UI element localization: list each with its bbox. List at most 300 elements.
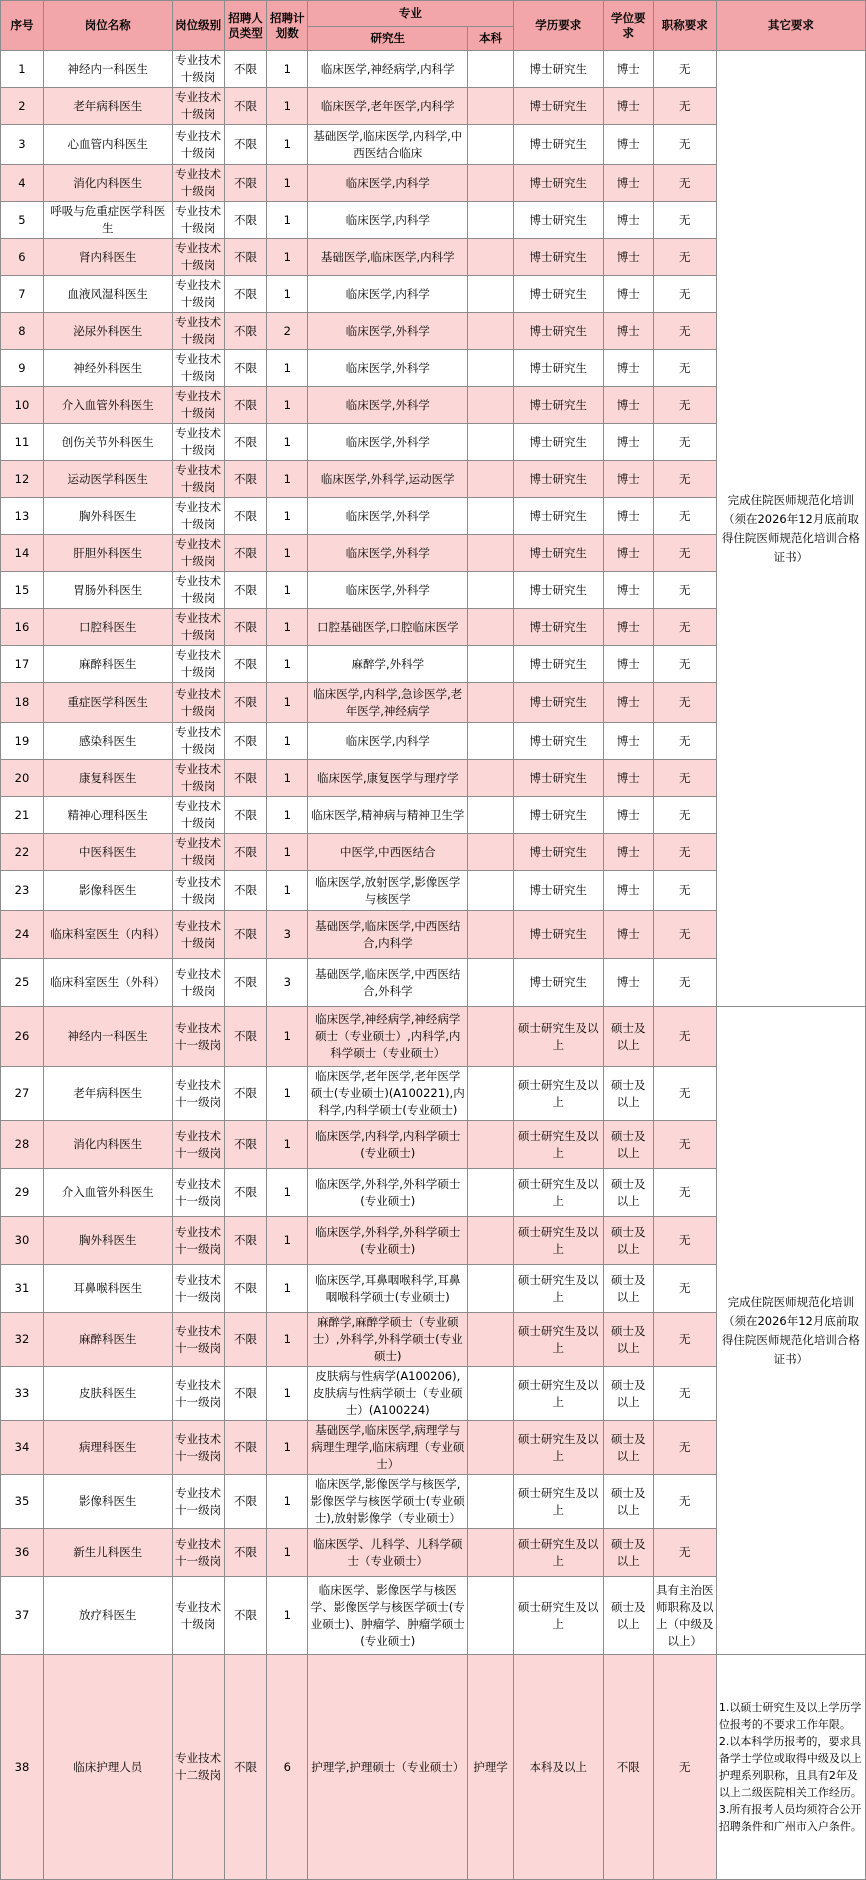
cell-bachelor bbox=[468, 609, 513, 646]
cell-name: 耳鼻喉科医生 bbox=[43, 1265, 172, 1313]
cell-title: 无 bbox=[653, 1367, 716, 1421]
cell-title: 无 bbox=[653, 911, 716, 959]
cell-level: 专业技术十级岗 bbox=[172, 276, 224, 313]
cell-count: 1 bbox=[267, 387, 308, 424]
cell-title: 具有主治医师职称及以上（中级及以上） bbox=[653, 1577, 716, 1655]
cell-name: 神经内一科医生 bbox=[43, 51, 172, 88]
cell-title: 无 bbox=[653, 88, 716, 125]
cell-degree: 博士 bbox=[603, 959, 653, 1007]
header-major: 专业 bbox=[308, 1, 514, 27]
cell-title: 无 bbox=[653, 609, 716, 646]
cell-degree: 硕士及以上 bbox=[603, 1007, 653, 1067]
cell-no: 35 bbox=[1, 1475, 44, 1529]
cell-edu: 博士研究生 bbox=[513, 834, 603, 871]
cell-name: 介入血管外科医生 bbox=[43, 387, 172, 424]
cell-edu: 博士研究生 bbox=[513, 88, 603, 125]
cell-research: 中医学,中西医结合 bbox=[308, 834, 468, 871]
cell-no: 38 bbox=[1, 1655, 44, 1880]
cell-count: 1 bbox=[267, 683, 308, 723]
cell-count: 1 bbox=[267, 1313, 308, 1367]
cell-bachelor bbox=[468, 202, 513, 239]
cell-no: 2 bbox=[1, 88, 44, 125]
cell-edu: 博士研究生 bbox=[513, 498, 603, 535]
cell-bachelor bbox=[468, 461, 513, 498]
cell-title: 无 bbox=[653, 1169, 716, 1217]
cell-edu: 博士研究生 bbox=[513, 51, 603, 88]
cell-bachelor bbox=[468, 1313, 513, 1367]
cell-level: 专业技术十级岗 bbox=[172, 350, 224, 387]
cell-no: 19 bbox=[1, 723, 44, 760]
header-level: 岗位级别 bbox=[172, 1, 224, 51]
cell-edu: 博士研究生 bbox=[513, 125, 603, 165]
cell-type: 不限 bbox=[224, 1217, 267, 1265]
cell-name: 口腔科医生 bbox=[43, 609, 172, 646]
cell-count: 1 bbox=[267, 202, 308, 239]
cell-research: 基础医学,临床医学,病理学与病理生理学,临床病理（专业硕士） bbox=[308, 1421, 468, 1475]
cell-name: 消化内科医生 bbox=[43, 1121, 172, 1169]
header-degree: 学位要求 bbox=[603, 1, 653, 51]
cell-type: 不限 bbox=[224, 683, 267, 723]
cell-no: 16 bbox=[1, 609, 44, 646]
cell-count: 1 bbox=[267, 723, 308, 760]
cell-research: 临床医学,外科学 bbox=[308, 313, 468, 350]
cell-research: 临床医学,神经病学,神经病学硕士（专业硕士）,内科学,内科学硕士（专业硕士） bbox=[308, 1007, 468, 1067]
cell-type: 不限 bbox=[224, 239, 267, 276]
cell-degree: 博士 bbox=[603, 760, 653, 797]
cell-no: 3 bbox=[1, 125, 44, 165]
cell-type: 不限 bbox=[224, 1007, 267, 1067]
cell-level: 专业技术十级岗 bbox=[172, 959, 224, 1007]
cell-no: 5 bbox=[1, 202, 44, 239]
cell-research: 临床医学、影像医学与核医学、影像医学与核医学硕士(专业硕士)、肿瘤学、肿瘤学硕士(专业硕士) bbox=[308, 1577, 468, 1655]
cell-no: 14 bbox=[1, 535, 44, 572]
cell-research: 口腔基础医学,口腔临床医学 bbox=[308, 609, 468, 646]
cell-degree: 博士 bbox=[603, 387, 653, 424]
cell-title: 无 bbox=[653, 461, 716, 498]
cell-count: 1 bbox=[267, 760, 308, 797]
cell-name: 皮肤科医生 bbox=[43, 1367, 172, 1421]
cell-bachelor bbox=[468, 1217, 513, 1265]
cell-title: 无 bbox=[653, 202, 716, 239]
cell-count: 1 bbox=[267, 88, 308, 125]
cell-research: 麻醉学,麻醉学硕士（专业硕士）,外科学,外科学硕士(专业硕士) bbox=[308, 1313, 468, 1367]
cell-name: 消化内科医生 bbox=[43, 165, 172, 202]
cell-count: 1 bbox=[267, 51, 308, 88]
cell-edu: 博士研究生 bbox=[513, 959, 603, 1007]
cell-edu: 硕士研究生及以上 bbox=[513, 1121, 603, 1169]
cell-count: 1 bbox=[267, 1367, 308, 1421]
cell-count: 1 bbox=[267, 239, 308, 276]
cell-bachelor bbox=[468, 911, 513, 959]
cell-type: 不限 bbox=[224, 1529, 267, 1577]
cell-level: 专业技术十级岗 bbox=[172, 683, 224, 723]
cell-edu: 本科及以上 bbox=[513, 1655, 603, 1880]
cell-type: 不限 bbox=[224, 1577, 267, 1655]
cell-edu: 博士研究生 bbox=[513, 871, 603, 911]
cell-research: 临床医学,神经病学,内科学 bbox=[308, 51, 468, 88]
cell-type: 不限 bbox=[224, 424, 267, 461]
cell-edu: 博士研究生 bbox=[513, 535, 603, 572]
cell-no: 13 bbox=[1, 498, 44, 535]
cell-research: 基础医学,临床医学,内科学 bbox=[308, 239, 468, 276]
cell-degree: 硕士及以上 bbox=[603, 1475, 653, 1529]
cell-count: 1 bbox=[267, 609, 308, 646]
cell-level: 专业技术十级岗 bbox=[172, 760, 224, 797]
cell-title: 无 bbox=[653, 1217, 716, 1265]
cell-count: 1 bbox=[267, 424, 308, 461]
cell-level: 专业技术十一级岗 bbox=[172, 1313, 224, 1367]
cell-no: 32 bbox=[1, 1313, 44, 1367]
cell-name: 中医科医生 bbox=[43, 834, 172, 871]
cell-degree: 博士 bbox=[603, 911, 653, 959]
cell-degree: 博士 bbox=[603, 723, 653, 760]
cell-level: 专业技术十一级岗 bbox=[172, 1265, 224, 1313]
cell-no: 36 bbox=[1, 1529, 44, 1577]
cell-degree: 博士 bbox=[603, 572, 653, 609]
cell-type: 不限 bbox=[224, 1121, 267, 1169]
cell-type: 不限 bbox=[224, 276, 267, 313]
cell-degree: 博士 bbox=[603, 461, 653, 498]
cell-level: 专业技术十一级岗 bbox=[172, 1217, 224, 1265]
cell-title: 无 bbox=[653, 424, 716, 461]
cell-edu: 博士研究生 bbox=[513, 276, 603, 313]
cell-count: 3 bbox=[267, 911, 308, 959]
cell-research: 临床医学,内科学,内科学硕士(专业硕士) bbox=[308, 1121, 468, 1169]
header-title: 职称要求 bbox=[653, 1, 716, 51]
cell-research: 临床医学,内科学 bbox=[308, 202, 468, 239]
cell-name: 新生儿科医生 bbox=[43, 1529, 172, 1577]
cell-name: 影像科医生 bbox=[43, 871, 172, 911]
cell-edu: 博士研究生 bbox=[513, 239, 603, 276]
cell-bachelor bbox=[468, 125, 513, 165]
cell-count: 1 bbox=[267, 871, 308, 911]
cell-bachelor bbox=[468, 535, 513, 572]
cell-edu: 博士研究生 bbox=[513, 683, 603, 723]
cell-type: 不限 bbox=[224, 871, 267, 911]
cell-name: 感染科医生 bbox=[43, 723, 172, 760]
cell-research: 麻醉学,外科学 bbox=[308, 646, 468, 683]
cell-research: 临床医学,耳鼻咽喉科学,耳鼻咽喉科学硕士(专业硕士) bbox=[308, 1265, 468, 1313]
cell-edu: 硕士研究生及以上 bbox=[513, 1067, 603, 1121]
cell-degree: 硕士及以上 bbox=[603, 1265, 653, 1313]
cell-research: 临床医学,外科学,运动医学 bbox=[308, 461, 468, 498]
cell-level: 专业技术十二级岗 bbox=[172, 1655, 224, 1880]
cell-no: 4 bbox=[1, 165, 44, 202]
cell-bachelor bbox=[468, 646, 513, 683]
cell-degree: 硕士及以上 bbox=[603, 1067, 653, 1121]
header-bachelor: 本科 bbox=[468, 27, 513, 51]
cell-count: 1 bbox=[267, 1529, 308, 1577]
cell-degree: 博士 bbox=[603, 239, 653, 276]
cell-type: 不限 bbox=[224, 1313, 267, 1367]
cell-title: 无 bbox=[653, 165, 716, 202]
cell-name: 运动医学科医生 bbox=[43, 461, 172, 498]
cell-type: 不限 bbox=[224, 1067, 267, 1121]
table-body bbox=[1, 51, 866, 1880]
cell-level: 专业技术十级岗 bbox=[172, 535, 224, 572]
cell-no: 30 bbox=[1, 1217, 44, 1265]
cell-type: 不限 bbox=[224, 498, 267, 535]
cell-edu: 硕士研究生及以上 bbox=[513, 1529, 603, 1577]
cell-no: 26 bbox=[1, 1007, 44, 1067]
cell-level: 专业技术十级岗 bbox=[172, 911, 224, 959]
cell-level: 专业技术十级岗 bbox=[172, 202, 224, 239]
cell-name: 胃肠外科医生 bbox=[43, 572, 172, 609]
cell-bachelor bbox=[468, 1265, 513, 1313]
cell-edu: 硕士研究生及以上 bbox=[513, 1217, 603, 1265]
cell-count: 1 bbox=[267, 165, 308, 202]
cell-type: 不限 bbox=[224, 387, 267, 424]
cell-bachelor bbox=[468, 1421, 513, 1475]
cell-other-group3: 1.以硕士研究生及以上学历学位报考的不要求工作年限。 2.以本科学历报考的，要求具备学士学位或取得中级及以上护理系列职称，且具有2年及以上二级医院相关工作经历。 3.所有报考人员均须符合公开招聘条件和广州市入户条件。 bbox=[716, 1655, 865, 1880]
cell-research: 临床医学,放射医学,影像医学与核医学 bbox=[308, 871, 468, 911]
cell-degree: 博士 bbox=[603, 609, 653, 646]
cell-type: 不限 bbox=[224, 609, 267, 646]
cell-no: 1 bbox=[1, 51, 44, 88]
cell-bachelor bbox=[468, 313, 513, 350]
cell-title: 无 bbox=[653, 1265, 716, 1313]
cell-level: 专业技术十级岗 bbox=[172, 125, 224, 165]
cell-bachelor bbox=[468, 723, 513, 760]
cell-type: 不限 bbox=[224, 125, 267, 165]
cell-degree: 博士 bbox=[603, 646, 653, 683]
cell-name: 胸外科医生 bbox=[43, 498, 172, 535]
cell-title: 无 bbox=[653, 498, 716, 535]
cell-level: 专业技术十一级岗 bbox=[172, 1007, 224, 1067]
cell-degree: 博士 bbox=[603, 424, 653, 461]
cell-no: 6 bbox=[1, 239, 44, 276]
cell-bachelor bbox=[468, 424, 513, 461]
cell-name: 创伤关节外科医生 bbox=[43, 424, 172, 461]
cell-edu: 博士研究生 bbox=[513, 461, 603, 498]
cell-title: 无 bbox=[653, 313, 716, 350]
table-row bbox=[1, 1007, 866, 1067]
cell-type: 不限 bbox=[224, 350, 267, 387]
cell-no: 31 bbox=[1, 1265, 44, 1313]
cell-title: 无 bbox=[653, 959, 716, 1007]
cell-bachelor bbox=[468, 1067, 513, 1121]
cell-level: 专业技术十一级岗 bbox=[172, 1367, 224, 1421]
cell-bachelor bbox=[468, 88, 513, 125]
cell-name: 放疗科医生 bbox=[43, 1577, 172, 1655]
cell-bachelor bbox=[468, 1577, 513, 1655]
cell-type: 不限 bbox=[224, 1367, 267, 1421]
cell-bachelor bbox=[468, 498, 513, 535]
cell-bachelor bbox=[468, 797, 513, 834]
cell-research: 临床医学,外科学 bbox=[308, 350, 468, 387]
cell-research: 临床医学,外科学 bbox=[308, 387, 468, 424]
cell-degree: 硕士及以上 bbox=[603, 1121, 653, 1169]
cell-level: 专业技术十级岗 bbox=[172, 313, 224, 350]
cell-level: 专业技术十级岗 bbox=[172, 239, 224, 276]
cell-edu: 博士研究生 bbox=[513, 911, 603, 959]
cell-level: 专业技术十级岗 bbox=[172, 834, 224, 871]
cell-name: 心血管内科医生 bbox=[43, 125, 172, 165]
cell-research: 临床医学,外科学,外科学硕士(专业硕士) bbox=[308, 1169, 468, 1217]
cell-count: 1 bbox=[267, 1007, 308, 1067]
cell-edu: 硕士研究生及以上 bbox=[513, 1313, 603, 1367]
cell-research: 临床医学,内科学 bbox=[308, 723, 468, 760]
cell-count: 1 bbox=[267, 1067, 308, 1121]
cell-count: 1 bbox=[267, 1265, 308, 1313]
cell-level: 专业技术十一级岗 bbox=[172, 1121, 224, 1169]
cell-type: 不限 bbox=[224, 1475, 267, 1529]
cell-level: 专业技术十级岗 bbox=[172, 88, 224, 125]
cell-degree: 博士 bbox=[603, 535, 653, 572]
cell-degree: 博士 bbox=[603, 498, 653, 535]
cell-bachelor bbox=[468, 1121, 513, 1169]
cell-title: 无 bbox=[653, 723, 716, 760]
cell-count: 1 bbox=[267, 1169, 308, 1217]
cell-type: 不限 bbox=[224, 1421, 267, 1475]
cell-type: 不限 bbox=[224, 834, 267, 871]
cell-name: 介入血管外科医生 bbox=[43, 1169, 172, 1217]
cell-level: 专业技术十级岗 bbox=[172, 797, 224, 834]
cell-no: 29 bbox=[1, 1169, 44, 1217]
cell-degree: 硕士及以上 bbox=[603, 1217, 653, 1265]
cell-count: 1 bbox=[267, 572, 308, 609]
cell-level: 专业技术十一级岗 bbox=[172, 1067, 224, 1121]
cell-name: 神经内一科医生 bbox=[43, 1007, 172, 1067]
cell-name: 临床科室医生（外科） bbox=[43, 959, 172, 1007]
cell-edu: 博士研究生 bbox=[513, 313, 603, 350]
cell-edu: 硕士研究生及以上 bbox=[513, 1265, 603, 1313]
cell-title: 无 bbox=[653, 1067, 716, 1121]
cell-bachelor bbox=[468, 834, 513, 871]
cell-name: 胸外科医生 bbox=[43, 1217, 172, 1265]
cell-research: 基础医学,临床医学,内科学,中西医结合临床 bbox=[308, 125, 468, 165]
cell-research: 临床医学,外科学 bbox=[308, 424, 468, 461]
cell-type: 不限 bbox=[224, 202, 267, 239]
cell-count: 1 bbox=[267, 350, 308, 387]
cell-degree: 博士 bbox=[603, 125, 653, 165]
cell-bachelor: 护理学 bbox=[468, 1655, 513, 1880]
cell-research: 临床医学,外科学,外科学硕士(专业硕士) bbox=[308, 1217, 468, 1265]
cell-edu: 博士研究生 bbox=[513, 350, 603, 387]
cell-title: 无 bbox=[653, 1121, 716, 1169]
cell-bachelor bbox=[468, 1367, 513, 1421]
cell-title: 无 bbox=[653, 1655, 716, 1880]
cell-no: 8 bbox=[1, 313, 44, 350]
cell-no: 23 bbox=[1, 871, 44, 911]
cell-bachelor bbox=[468, 276, 513, 313]
cell-bachelor bbox=[468, 760, 513, 797]
cell-level: 专业技术十级岗 bbox=[172, 646, 224, 683]
cell-name: 老年病科医生 bbox=[43, 88, 172, 125]
cell-degree: 博士 bbox=[603, 276, 653, 313]
cell-no: 25 bbox=[1, 959, 44, 1007]
cell-title: 无 bbox=[653, 1529, 716, 1577]
cell-type: 不限 bbox=[224, 461, 267, 498]
cell-title: 无 bbox=[653, 387, 716, 424]
cell-edu: 博士研究生 bbox=[513, 797, 603, 834]
cell-title: 无 bbox=[653, 760, 716, 797]
cell-degree: 博士 bbox=[603, 313, 653, 350]
cell-type: 不限 bbox=[224, 535, 267, 572]
cell-other-group1: 完成住院医师规范化培训（须在2026年12月底前取得住院医师规范化培训合格证书） bbox=[716, 51, 865, 1007]
cell-degree: 博士 bbox=[603, 88, 653, 125]
cell-title: 无 bbox=[653, 239, 716, 276]
cell-no: 18 bbox=[1, 683, 44, 723]
cell-edu: 博士研究生 bbox=[513, 387, 603, 424]
cell-level: 专业技术十级岗 bbox=[172, 871, 224, 911]
cell-bachelor bbox=[468, 387, 513, 424]
cell-degree: 硕士及以上 bbox=[603, 1529, 653, 1577]
cell-count: 1 bbox=[267, 1217, 308, 1265]
cell-level: 专业技术十级岗 bbox=[172, 609, 224, 646]
cell-research: 临床医学,内科学,急诊医学,老年医学,神经病学 bbox=[308, 683, 468, 723]
cell-research: 临床医学,外科学 bbox=[308, 572, 468, 609]
cell-bachelor bbox=[468, 1529, 513, 1577]
cell-edu: 博士研究生 bbox=[513, 609, 603, 646]
cell-no: 12 bbox=[1, 461, 44, 498]
cell-title: 无 bbox=[653, 51, 716, 88]
cell-type: 不限 bbox=[224, 646, 267, 683]
cell-degree: 博士 bbox=[603, 51, 653, 88]
cell-edu: 博士研究生 bbox=[513, 165, 603, 202]
cell-edu: 博士研究生 bbox=[513, 646, 603, 683]
cell-bachelor bbox=[468, 239, 513, 276]
cell-name: 血液风湿科医生 bbox=[43, 276, 172, 313]
cell-no: 27 bbox=[1, 1067, 44, 1121]
cell-research: 基础医学,临床医学,中西医结合,外科学 bbox=[308, 959, 468, 1007]
cell-degree: 博士 bbox=[603, 202, 653, 239]
cell-no: 7 bbox=[1, 276, 44, 313]
cell-count: 1 bbox=[267, 797, 308, 834]
cell-level: 专业技术十级岗 bbox=[172, 424, 224, 461]
cell-count: 1 bbox=[267, 834, 308, 871]
cell-name: 临床科室医生（内科） bbox=[43, 911, 172, 959]
cell-no: 21 bbox=[1, 797, 44, 834]
cell-count: 2 bbox=[267, 313, 308, 350]
cell-name: 麻醉科医生 bbox=[43, 646, 172, 683]
cell-no: 22 bbox=[1, 834, 44, 871]
cell-title: 无 bbox=[653, 834, 716, 871]
cell-no: 33 bbox=[1, 1367, 44, 1421]
cell-degree: 博士 bbox=[603, 165, 653, 202]
cell-type: 不限 bbox=[224, 51, 267, 88]
cell-level: 专业技术十级岗 bbox=[172, 51, 224, 88]
cell-research: 临床医学,内科学 bbox=[308, 276, 468, 313]
cell-degree: 博士 bbox=[603, 797, 653, 834]
cell-edu: 硕士研究生及以上 bbox=[513, 1007, 603, 1067]
cell-title: 无 bbox=[653, 646, 716, 683]
cell-bachelor bbox=[468, 1475, 513, 1529]
cell-edu: 博士研究生 bbox=[513, 202, 603, 239]
cell-name: 老年病科医生 bbox=[43, 1067, 172, 1121]
cell-research: 临床医学,外科学 bbox=[308, 498, 468, 535]
cell-count: 1 bbox=[267, 1577, 308, 1655]
table-row bbox=[1, 1655, 866, 1880]
cell-title: 无 bbox=[653, 683, 716, 723]
cell-name: 呼吸与危重症医学科医生 bbox=[43, 202, 172, 239]
cell-no: 17 bbox=[1, 646, 44, 683]
cell-degree: 硕士及以上 bbox=[603, 1367, 653, 1421]
cell-research: 临床医学、儿科学、儿科学硕士（专业硕士） bbox=[308, 1529, 468, 1577]
cell-count: 1 bbox=[267, 1121, 308, 1169]
cell-research: 临床医学,精神病与精神卫生学 bbox=[308, 797, 468, 834]
cell-type: 不限 bbox=[224, 572, 267, 609]
cell-research: 临床医学,影像医学与核医学,影像医学与核医学硕士(专业硕士),放射影像学（专业硕士） bbox=[308, 1475, 468, 1529]
cell-count: 1 bbox=[267, 1421, 308, 1475]
cell-title: 无 bbox=[653, 871, 716, 911]
cell-name: 肝胆外科医生 bbox=[43, 535, 172, 572]
cell-name: 病理科医生 bbox=[43, 1421, 172, 1475]
cell-count: 1 bbox=[267, 535, 308, 572]
cell-count: 1 bbox=[267, 461, 308, 498]
cell-research: 基础医学,临床医学,中西医结合,内科学 bbox=[308, 911, 468, 959]
cell-count: 6 bbox=[267, 1655, 308, 1880]
